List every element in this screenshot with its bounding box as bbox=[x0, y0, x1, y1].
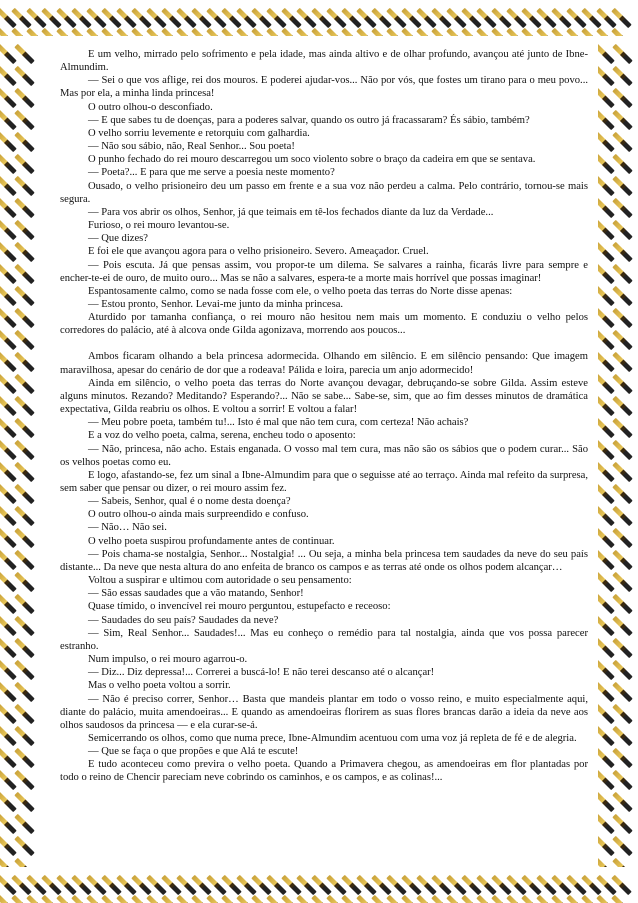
pencil-ornament bbox=[14, 550, 35, 571]
pencil-ornament bbox=[14, 704, 35, 725]
pencil-ornament bbox=[14, 44, 35, 65]
pencil-ornament bbox=[14, 836, 35, 857]
paragraph: E foi ele que avançou agora para o velho prisioneiro. Severo. Ameaçador. Cruel. bbox=[88, 246, 429, 258]
pencil-ornament bbox=[14, 352, 35, 373]
pencil-ornament bbox=[612, 242, 633, 263]
pencil-ornament bbox=[14, 264, 35, 285]
paragraph: E a voz do velho poeta, calma, serena, encheu todo o aposento: bbox=[88, 430, 356, 442]
pencil-ornament bbox=[612, 330, 633, 351]
pencil-border-bottom bbox=[0, 867, 638, 903]
pencil-ornament bbox=[14, 110, 35, 131]
pencil-ornament bbox=[612, 814, 633, 835]
paragraph: Ousado, o velho prisioneiro deu um passo em frente e a sua voz não perdeu a calma. Pelo contrário, tornou-se mais segura. bbox=[60, 180, 588, 205]
pencil-ornament bbox=[14, 572, 35, 593]
paragraph: O velho sorriu levemente e retorquiu com galhardia. bbox=[88, 127, 310, 139]
pencil-ornament bbox=[14, 242, 35, 263]
paragraph: O velho poeta suspirou profundamente antes de continuar. bbox=[88, 535, 335, 547]
paragraph: Num impulso, o rei mouro agarrou-o. bbox=[88, 654, 248, 666]
pencil-ornament bbox=[14, 748, 35, 769]
pencil-ornament bbox=[14, 528, 35, 549]
pencil-ornament bbox=[14, 418, 35, 439]
pencil-ornament bbox=[14, 440, 35, 461]
paragraph: Espantosamente calmo, como se nada fosse com ele, o velho poeta das terras do Norte disse apenas: bbox=[88, 285, 513, 297]
pencil-ornament bbox=[14, 220, 35, 241]
paragraph: — Meu pobre poeta, também tu!... Isto é mal que não tem cura, com certeza! Não achais? bbox=[88, 417, 469, 429]
pencil-ornament bbox=[14, 726, 35, 747]
pencil-ornament bbox=[598, 858, 615, 867]
pencil-ornament bbox=[14, 792, 35, 813]
paragraph: — Estou pronto, Senhor. Levai-me junto da minha princesa. bbox=[88, 298, 344, 310]
paragraph: — São essas saudades que a vão matando, Senhor! bbox=[88, 588, 304, 600]
paragraph: Ambos ficaram olhando a bela princesa adormecida. Olhando em silêncio. E em silêncio pensando: Que imagem maravilhosa, apesar do cenário de dor que a rodeava! Pálida e loira, parecia um anjo adormecido! bbox=[60, 351, 588, 376]
pencil-ornament bbox=[612, 858, 633, 867]
pencil-ornament bbox=[14, 176, 35, 197]
paragraph: Semicerrando os olhos, como que numa prece, Ibne-Almundim acentuou com uma voz já repleta de fé e de alegria. bbox=[88, 732, 577, 744]
pencil-ornament bbox=[612, 572, 633, 593]
paragraph: — Não… Não sei. bbox=[88, 522, 167, 534]
pencil-ornament bbox=[14, 638, 35, 659]
paragraph: Ainda em silêncio, o velho poeta das terras do Norte avançou devagar, debruçando-se sobre Gilda. Assim esteve alguns minutos. Rezando? Meditando? Esperando?... Não se sabe... Sabe-se, sim, que ao fim desses minutos de dramática expectativa, Gilda reabriu os olhos. E voltou a sorrir! E voltou a falar! bbox=[60, 377, 588, 416]
paragraph: — Para vos abrir os olhos, Senhor, já que teimais em tê-los fechados diante da luz da Verdade... bbox=[88, 206, 494, 218]
paragraph: E logo, afastando-se, fez um sinal a Ibne-Almundim para que o seguisse até ao terraço. Ainda mal refeito da surpresa, sem saber que pensar ou dizer, o rei mouro assim fez. bbox=[60, 469, 588, 494]
pencil-ornament bbox=[612, 132, 633, 153]
paragraph: Quase tímido, o invencível rei mouro perguntou, estupefacto e receoso: bbox=[88, 601, 391, 613]
pencil-ornament bbox=[0, 858, 17, 867]
pencil-ornament bbox=[14, 858, 35, 867]
pencil-ornament bbox=[612, 616, 633, 637]
pencil-ornament bbox=[612, 66, 633, 87]
pencil-ornament bbox=[612, 308, 633, 329]
paragraph: — Saudades do seu país? Saudades da neve? bbox=[88, 614, 279, 626]
pencil-ornament bbox=[612, 770, 633, 791]
pencil-ornament bbox=[612, 418, 633, 439]
pencil-ornament bbox=[14, 330, 35, 351]
pencil-ornament bbox=[612, 792, 633, 813]
pencil-ornament bbox=[612, 176, 633, 197]
pencil-ornament bbox=[14, 484, 35, 505]
paragraph: — Não, princesa, não acho. Estais enganada. O vosso mal tem cura, mas não são os sábios que o podem curar... São os velhos poetas como eu. bbox=[60, 443, 588, 468]
pencil-ornament bbox=[612, 660, 633, 681]
pencil-ornament bbox=[14, 814, 35, 835]
pencil-ornament bbox=[612, 638, 633, 659]
paragraph: — E que sabes tu de doenças, para a poderes salvar, quando os outro já fracassaram? És sábio, também? bbox=[88, 114, 530, 126]
pencil-ornament bbox=[612, 726, 633, 747]
pencil-ornament bbox=[14, 88, 35, 109]
paragraph: O outro olhou-o desconfiado. bbox=[88, 101, 213, 113]
pencil-ornament bbox=[612, 88, 633, 109]
pencil-ornament bbox=[612, 286, 633, 307]
pencil-ornament bbox=[612, 220, 633, 241]
paragraph: E um velho, mirrado pelo sofrimento e pela idade, mas ainda altivo e de olhar profundo, avançou até junto de Ibne-Almundim. bbox=[60, 49, 588, 74]
pencil-ornament bbox=[612, 352, 633, 373]
pencil-ornament bbox=[612, 396, 633, 417]
pencil-border-top bbox=[0, 0, 638, 36]
pencil-ornament bbox=[612, 198, 633, 219]
pencil-ornament bbox=[612, 154, 633, 175]
pencil-ornament bbox=[612, 44, 633, 65]
pencil-ornament bbox=[14, 770, 35, 791]
story-text bbox=[60, 48, 588, 868]
pencil-ornament bbox=[612, 110, 633, 131]
pencil-ornament bbox=[612, 594, 633, 615]
pencil-ornament bbox=[14, 616, 35, 637]
paragraph: O outro olhou-o ainda mais surpreendido e confuso. bbox=[88, 509, 309, 521]
pencil-ornament bbox=[14, 396, 35, 417]
pencil-ornament bbox=[612, 264, 633, 285]
pencil-ornament bbox=[14, 198, 35, 219]
paragraph: Furioso, o rei mouro levantou-se. bbox=[88, 220, 230, 232]
pencil-ornament bbox=[14, 594, 35, 615]
pencil-ornament bbox=[612, 704, 633, 725]
pencil-ornament bbox=[14, 286, 35, 307]
paragraph: Mas o velho poeta voltou a sorrir. bbox=[88, 680, 231, 692]
pencil-ornament bbox=[14, 308, 35, 329]
pencil-ornament bbox=[612, 462, 633, 483]
paragraph: — Pois chama-se nostalgia, Senhor... Nostalgia! ... Ou seja, a minha bela princesa tem saudades da neve do seu país distante... Da neve que nesta altura do ano enfeita de branco os campos e as terras até onde os olhos podem alcançar… bbox=[60, 548, 588, 573]
paragraph: — Sabeis, Senhor, qual é o nome desta doença? bbox=[88, 496, 291, 508]
pencil-border-right bbox=[598, 36, 638, 867]
pencil-ornament bbox=[612, 440, 633, 461]
pencil-ornament bbox=[612, 748, 633, 769]
paragraph: Aturdido por tamanha confiança, o rei mouro não hesitou nem mais um momento. E conduziu o velho pelos corredores do palácio, até à alcova onde Gilda agonizava, morrendo aos poucos... bbox=[60, 312, 588, 337]
paragraph: — Sim, Real Senhor... Saudades!... Mas eu conheço o remédio para tal nostalgia, ainda que vos possa parecer estranho. bbox=[60, 627, 588, 652]
paragraph: — Que dizes? bbox=[88, 233, 149, 245]
pencil-border-left bbox=[0, 36, 40, 867]
paragraph: O punho fechado do rei mouro descarregou um soco violento sobre o braço da cadeira em que se sentava. bbox=[88, 154, 536, 166]
paragraph: — Poeta?... E para que me serve a poesia neste momento? bbox=[88, 167, 335, 179]
pencil-ornament bbox=[14, 154, 35, 175]
pencil-ornament bbox=[612, 484, 633, 505]
pencil-ornament bbox=[612, 374, 633, 395]
paragraph: Voltou a suspirar e ultimou com autoridade o seu pensamento: bbox=[88, 575, 352, 587]
pencil-ornament bbox=[14, 682, 35, 703]
pencil-ornament bbox=[612, 506, 633, 527]
pencil-ornament bbox=[612, 682, 633, 703]
pencil-ornament bbox=[612, 528, 633, 549]
paragraph: E tudo aconteceu como previra o velho poeta. Quando a Primavera chegou, as amendoeiras em flor plantadas por todo o reino de Chencir pareciam neve cobrindo os caminhos, e os campos, e as colinas!... bbox=[60, 759, 588, 784]
pencil-ornament bbox=[612, 550, 633, 571]
pencil-ornament bbox=[611, 895, 632, 903]
pencil-ornament bbox=[14, 132, 35, 153]
paragraph: — Pois escuta. Já que pensas assim, vou propor-te um dilema. Se salvares a rainha, ficarás livre para sempre e encher-te-ei de ouro, de muito ouro... Mas se não a salvares, espera-te a morte mais horrível que possas imaginar! bbox=[60, 259, 588, 284]
pencil-ornament bbox=[14, 462, 35, 483]
paragraph: — Não é preciso correr, Senhor… Basta que mandeis plantar em todo o vosso reino, e muito especialmente aqui, diante do palácio, muita amendoeiras... E quando as amendoeiras florirem as suas flores brancas darão a ideia da neve aos olhos saudosos da princesa — e ela curar-se-á. bbox=[60, 693, 588, 731]
paragraph: — Sei o que vos aflige, rei dos mouros. E poderei ajudar-vos... Não por vós, que fostes um tirano para o meu povo... Mas por ela, a minha linda princesa! bbox=[60, 75, 588, 100]
pencil-ornament bbox=[14, 374, 35, 395]
paragraph: — Não sou sábio, não, Real Senhor... Sou poeta! bbox=[88, 141, 295, 153]
paragraph: — Que se faça o que propões e que Alá te escute! bbox=[88, 746, 299, 758]
pencil-ornament bbox=[611, 28, 632, 36]
pencil-ornament bbox=[14, 660, 35, 681]
paragraph: — Diz... Diz depressa!... Correrei a buscá-lo! E não terei descanso até o alcançar! bbox=[88, 667, 435, 679]
pencil-ornament bbox=[14, 66, 35, 87]
pencil-ornament bbox=[14, 506, 35, 527]
pencil-ornament bbox=[612, 836, 633, 857]
